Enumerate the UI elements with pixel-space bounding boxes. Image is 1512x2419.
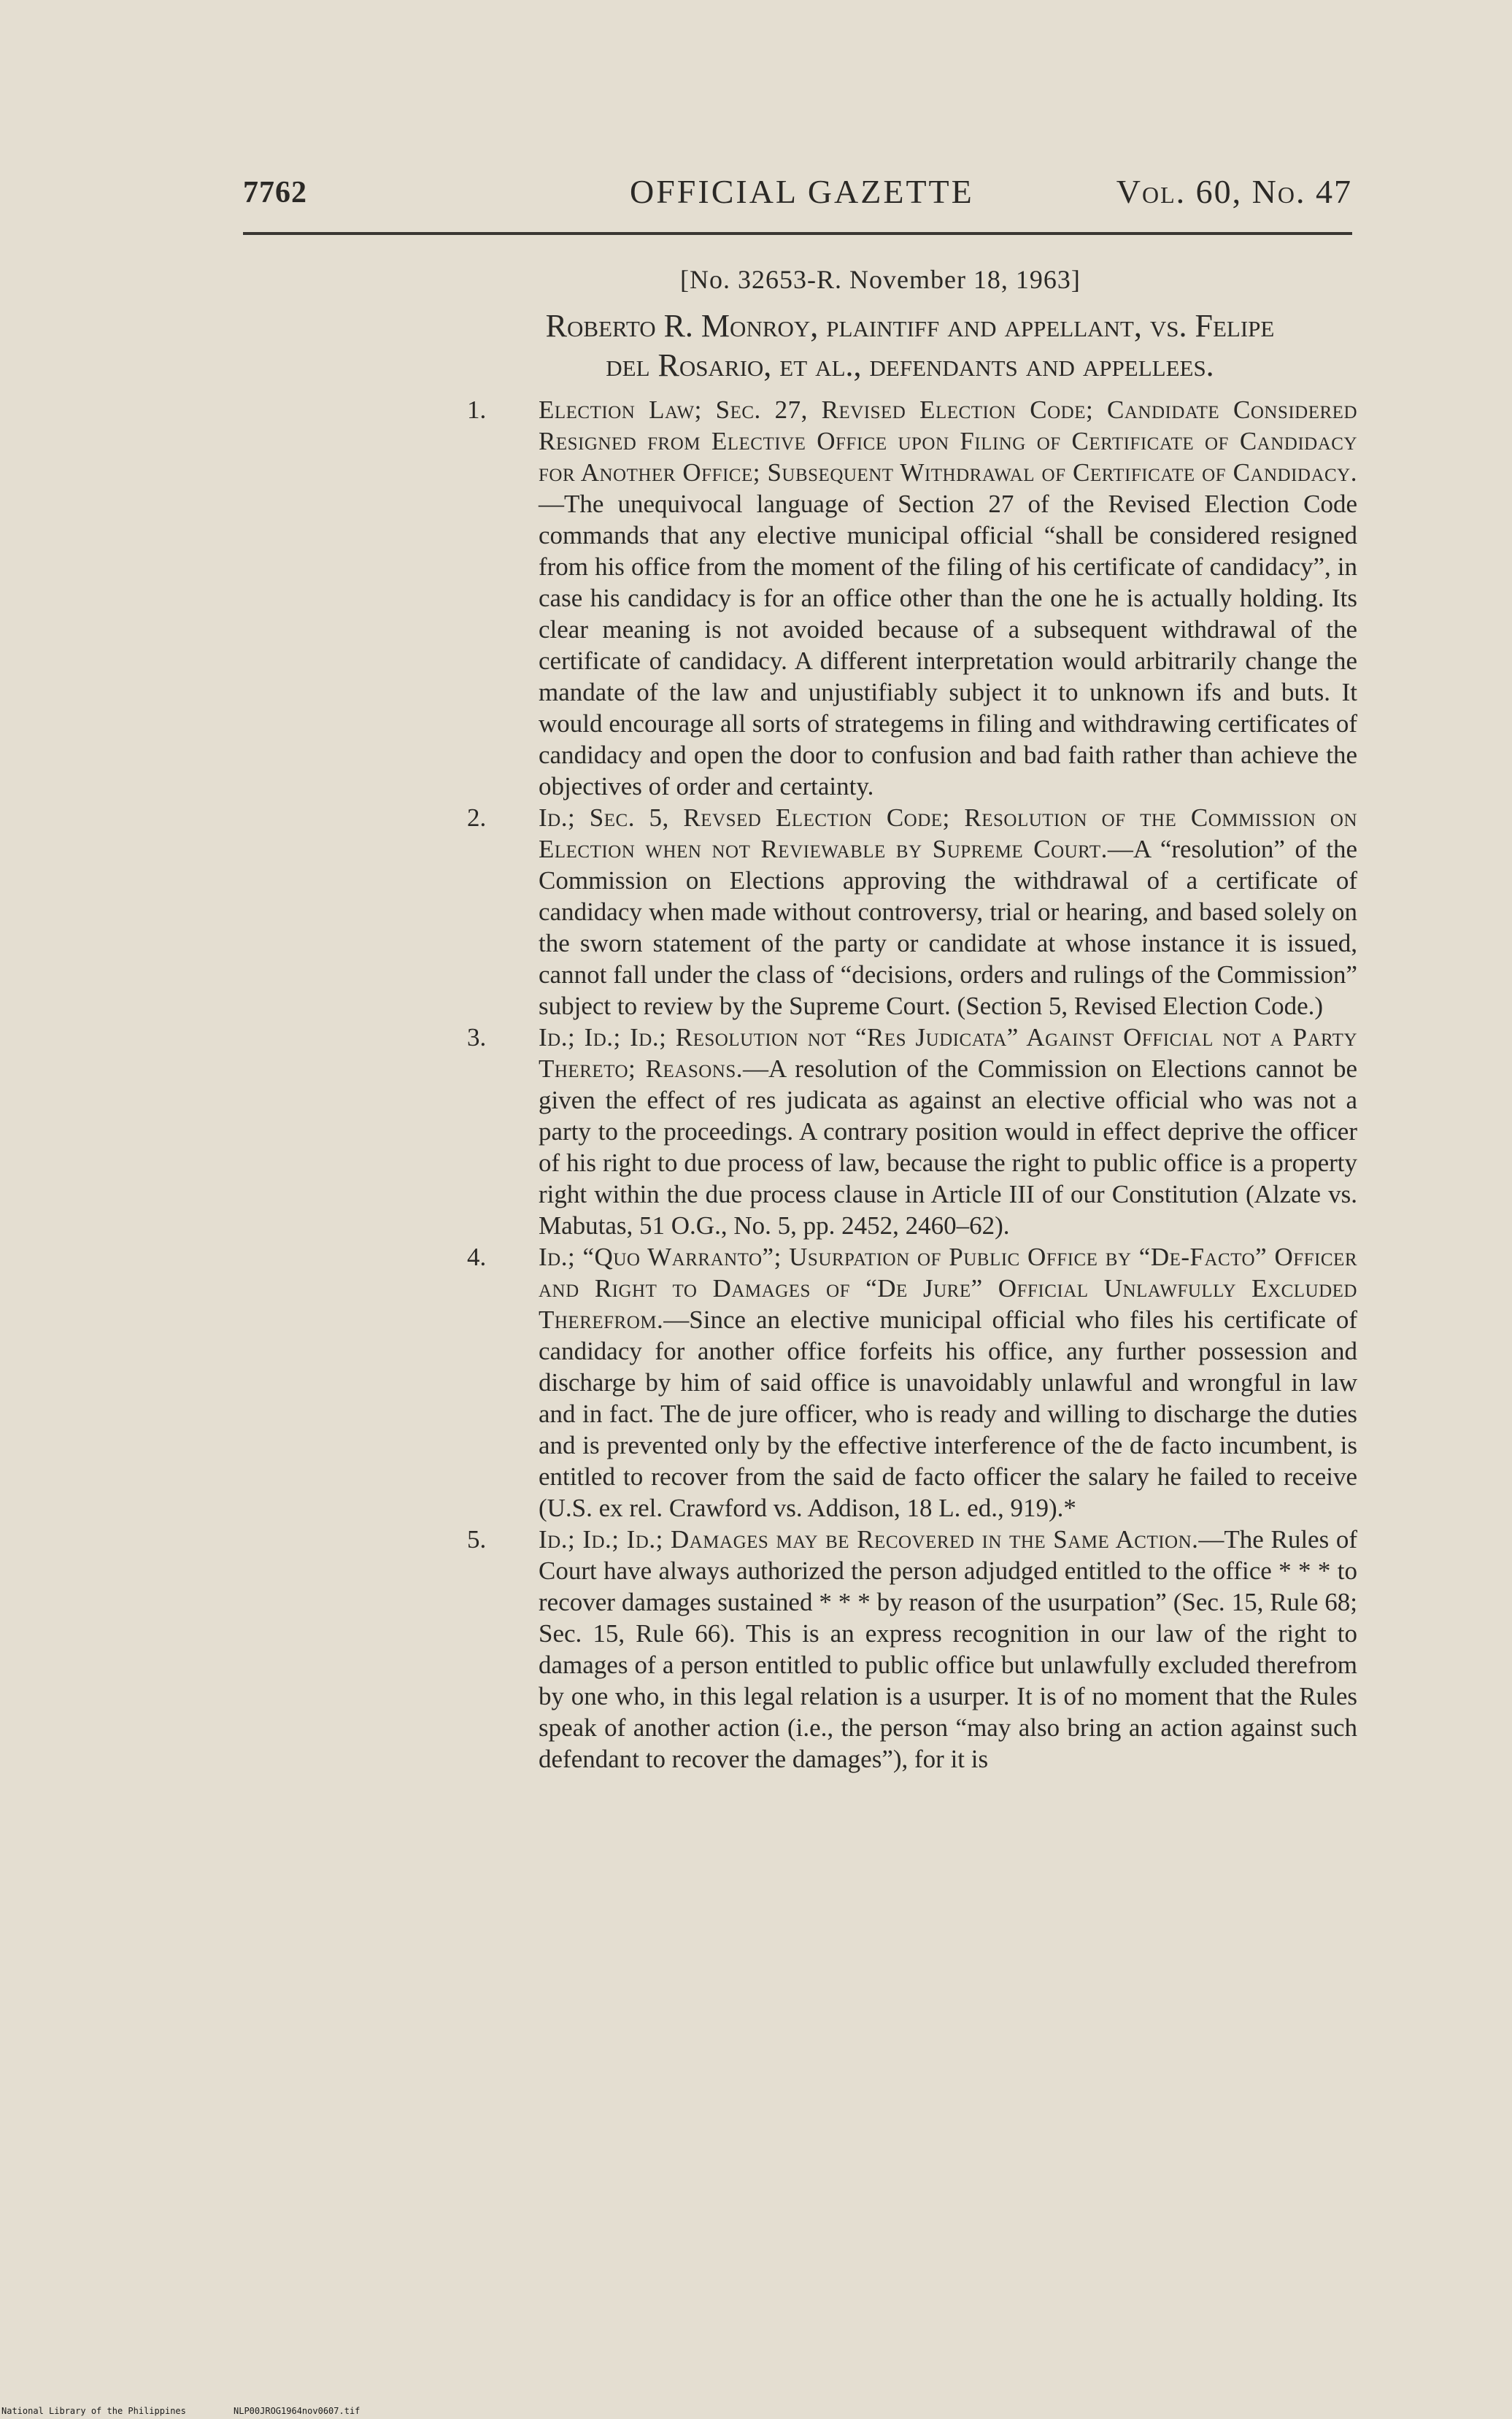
item-body: —Since an elective municipal official who files his certificate of candidacy for another office forfeits his office, any further possession and discharge by him of said office is unavoidably unlawful and wrongful in law and in fact. The de jure officer, who is ready and willing to discharge the duties and is prevented only by the effective interference of the de facto incumbent, is entitled to recover from the said de facto officer the salary he failed to receive (U.S. ex rel. Crawford vs. Addison, 18 L. ed., 919).* [539, 1305, 1357, 1522]
publication-title: OFFICIAL GAZETTE [630, 173, 974, 210]
item-number: 5. [467, 1525, 487, 1554]
item-body: —A resolution of the Commission on Elections cannot be given the effect of res judicata as against an elective official who was not a party to the proceedings. A contrary position would in effect deprive the officer of his right to due process of law, because the right to public office is a property right within the due process clause in Article III of our Constitution (Alzate vs. Mabutas, 51 O.G., No. 5, pp. 2452, 2460–62). [539, 1054, 1358, 1240]
header-rule [243, 232, 1352, 235]
item-heading: Id.; Id.; Id.; Damages may be Recovered in the Same Action. [539, 1525, 1199, 1554]
item-heading: Id.; Sec. 5, Revsed Election Code; Resolution of the Commission on Election when not Reviewable by Supreme Court. [539, 803, 1357, 863]
scan-source-label: National Library of the Philippines [1, 2406, 186, 2416]
page-number: 7762 [243, 176, 307, 209]
case-docket: [No. 32653-R. November 18, 1963] [680, 265, 1081, 294]
syllabus-item [467, 1241, 1357, 1524]
item-body: —The Rules of Court have always authorized the person adjudged entitled to the office * * * to recover damages sustained * * * by reason of the usurpation” (Sec. 15, Rule 68; Sec. 15, Rule 66). This is an express recognition in our law of the right to damages of a person entitled to public office but unlawfully excluded therefrom by one who, in this legal relation is a usurper. It is of no moment that the Rules speak of another action (i.e., the person “may also bring an action against such defendant to recover the damages”), for it is [539, 1525, 1357, 1773]
syllabus-item [467, 802, 1357, 1022]
running-header [243, 169, 1352, 220]
syllabus-item [467, 1524, 1357, 1775]
syllabus [467, 394, 1357, 1775]
item-number: 1. [467, 396, 487, 424]
scan-file-id: NLP00JROG1964nov0607.tif [234, 2406, 360, 2416]
volume-number: Vol. 60, No. 47 [1116, 173, 1352, 210]
case-caption [468, 306, 1351, 385]
item-number: 3. [467, 1023, 487, 1052]
item-heading: Election Law; Sec. 27, Revised Election Code; Candidate Considered Resigned from Elective Office upon Filing of Certificate of Candidacy for Another Office; Subsequent Withdrawal of Certificate of Candidacy. [539, 396, 1357, 487]
caption-line-2: del Rosario, et al., defendants and appellees. [606, 347, 1214, 383]
syllabus-item [467, 394, 1357, 802]
item-number: 4. [467, 1243, 487, 1271]
item-body: —The unequivocal language of Section 27 of the Revised Election Code commands that any elective municipal official “shall be considered resigned from his office from the moment of the filing of his certificate of candidacy”, in case his candidacy is for an office other than the one he is actually holding. Its clear meaning is not avoided because of a subsequent withdrawal of the certificate of candidacy. A different interpretation would arbitrarily change the mandate of the law and unjustifiably subject it to unknown ifs and buts. It would encourage all sorts of strategems in filing and withdrawing certificates of candidacy and open the door to confusion and bad faith rather than achieve the objectives of order and certainty. [539, 490, 1357, 800]
caption-line-1: Roberto R. Monroy, plaintiff and appellant, vs. Felipe [545, 308, 1275, 344]
item-heading: Id.; Id.; Id.; Resolution not “Res Judicata” Against Official not a Party Thereto; Reasons. [539, 1023, 1357, 1083]
item-number: 2. [467, 803, 487, 832]
item-body: —A “resolution” of the Commission on Elections approving the withdrawal of a certificate of candidacy when made without controversy, trial or hearing, and based solely on the sworn statement of the party or candidate at whose instance it is issued, cannot fall under the class of “decisions, orders and rulings of the Commission” subject to review by the Supreme Court. (Section 5, Revised Election Code.) [539, 835, 1358, 1020]
syllabus-item [467, 1022, 1357, 1241]
item-heading: Id.; “Quo Warranto”; Usurpation of Public Office by “De-Facto” Officer and Right to Damages of “De Jure” Official Unlawfully Excluded Therefrom. [539, 1243, 1357, 1334]
